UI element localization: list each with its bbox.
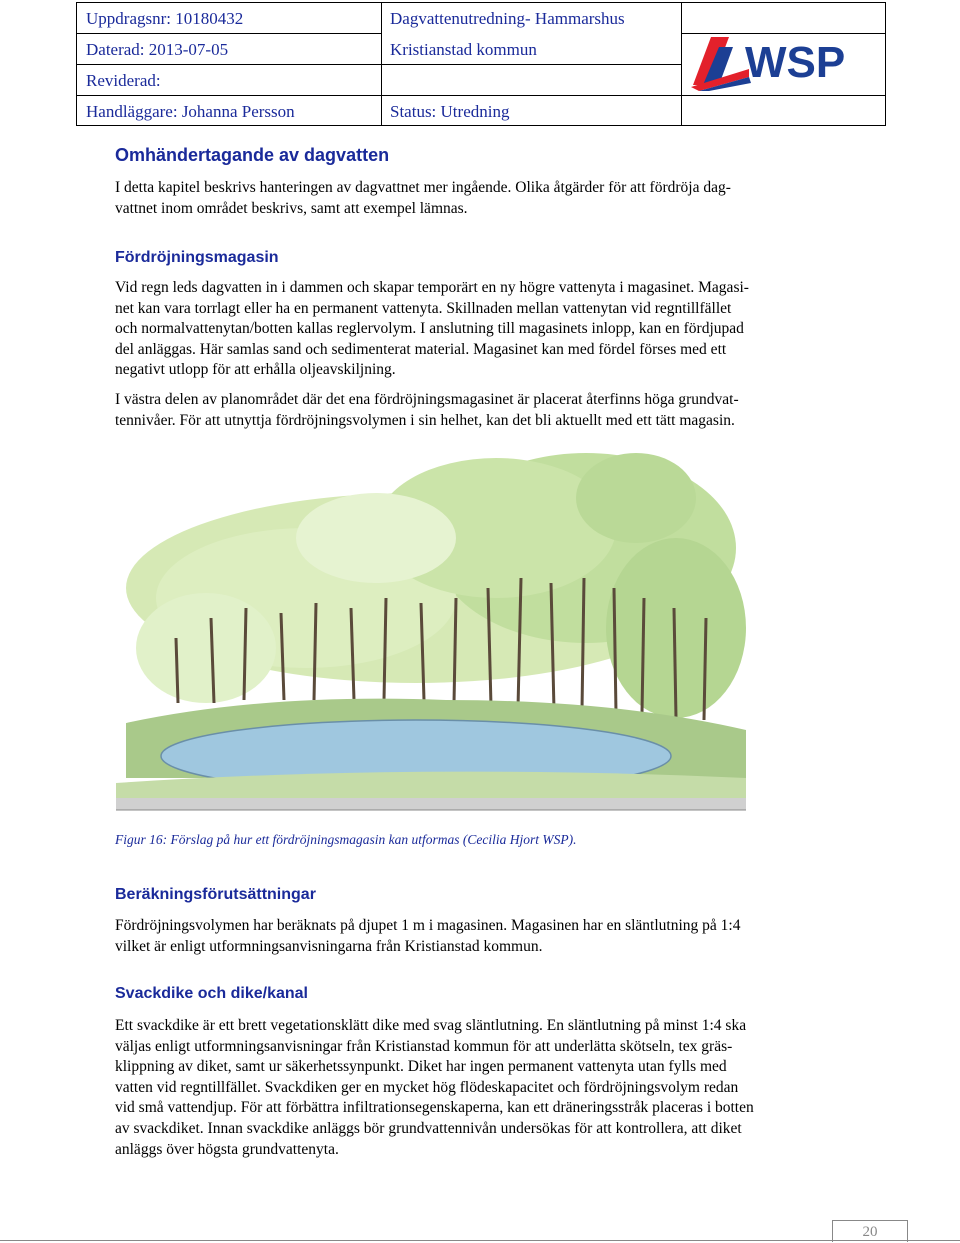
intro-paragraph	[115, 178, 850, 219]
revised: Reviderad:	[86, 71, 161, 90]
logo-wordmark: WSP	[745, 38, 846, 87]
text-line: Fördröjningsvolymen har beräknats på djupet 1 m i magasinen. Magasinen har en släntlutning på 1:4	[115, 917, 741, 934]
text-line: Ett svackdike är ett brett vegetationsklätt dike med svag släntlutning. En släntlutning på minst 1:4 ska	[115, 1017, 747, 1034]
header-divider	[681, 3, 682, 125]
text-line: Vid regn leds dagvatten in i dammen och skapar temporärt en ny högre vattenyta i magasinet. Magasi-	[115, 279, 749, 296]
text-line: net kan vara torrlagt eller ha en permanent vattenyta. Skillnaden mellan vattenytan vid regntillfället	[115, 299, 732, 317]
figure-caption: Figur 16: Förslag på hur ett fördröjningsmagasin kan utformas (Cecilia Hjort WSP).	[115, 832, 577, 847]
text-line: tennivåer. För att utnyttja fördröjningsvolymen i sin helhet, kan det bli aktuellt med ett tätt magasin.	[115, 411, 735, 429]
section-title: Omhändertagande av dagvatten	[115, 145, 390, 165]
handler: Handläggare: Johanna Persson	[86, 102, 295, 121]
text-line: vattnet inom området beskrivs, samt att exempel lämnas.	[115, 199, 468, 217]
svackdike-paragraph	[115, 1016, 850, 1160]
date: Daterad: 2013-07-05	[86, 40, 229, 59]
order-number: Uppdragsnr: 10180432	[86, 9, 244, 28]
text-line: vatten vid regntillfället. Svackdiken ger en mycket hög flödeskapacitet och fördröjningsvolym redan	[115, 1078, 739, 1096]
text-line: av svackdiket. Innan svackdike anläggs bör grundvattennivån undersökas för att kontrollera, att diket	[115, 1119, 742, 1137]
text-line: väljas enligt utformningsanvisningar från Kristianstad kommun för att underlätta skötseln, tex gräs-	[115, 1037, 733, 1055]
text-line: klippning av diket, samt ur säkerhetssynpunkt. Diket har ingen permanent vattenyta utan fylls med	[115, 1058, 727, 1076]
berakning-paragraph	[115, 916, 850, 957]
text-line: del anläggas. Här samlas sand och sedimenterat material. Magasinet kan med fördel förses med ett	[115, 340, 727, 358]
text-line: och normalvattenytan/botten kallas reglervolym. I anslutning till magasinets inlopp, kan en fördjupad	[115, 320, 744, 338]
document-title: Dagvattenutredning- Hammarshus	[390, 9, 625, 28]
document-header-table	[76, 2, 886, 126]
magasin-paragraph-2	[115, 390, 850, 431]
text-line: anläggs över högsta grundvattenyta.	[115, 1140, 339, 1158]
magasin-paragraph-1	[115, 278, 850, 381]
pond-illustration	[116, 438, 746, 823]
subheading-berakning: Beräkningsförutsättningar	[115, 886, 316, 903]
client-name: Kristianstad kommun	[390, 40, 537, 59]
subheading-magasin: Fördröjningsmagasin	[115, 249, 279, 266]
subheading-svackdike: Svackdike och dike/kanal	[115, 985, 308, 1002]
text-line: negativt utlopp för att erhålla oljeavskiljning.	[115, 361, 396, 379]
text-line: vid små vattendjup. För att förbättra infiltrationsegenskaperna, kan ett dräneringsstråk placeras i botten	[115, 1099, 754, 1117]
text-line: I detta kapitel beskrivs hanteringen av dagvattnet mer ingående. Olika åtgärder för att fördröja dag-	[115, 179, 731, 196]
page-number: 20	[832, 1220, 908, 1242]
text-line: vilket är enligt utformningsanvisningarna från Kristianstad kommun.	[115, 937, 543, 955]
wsp-logo	[689, 33, 865, 91]
text-line: I västra delen av planområdet där det ena fördröjningsmagasinet är placerat återfinns höga grundvat-	[115, 391, 739, 408]
footer-rule	[0, 1240, 960, 1241]
status: Status: Utredning	[390, 102, 510, 121]
